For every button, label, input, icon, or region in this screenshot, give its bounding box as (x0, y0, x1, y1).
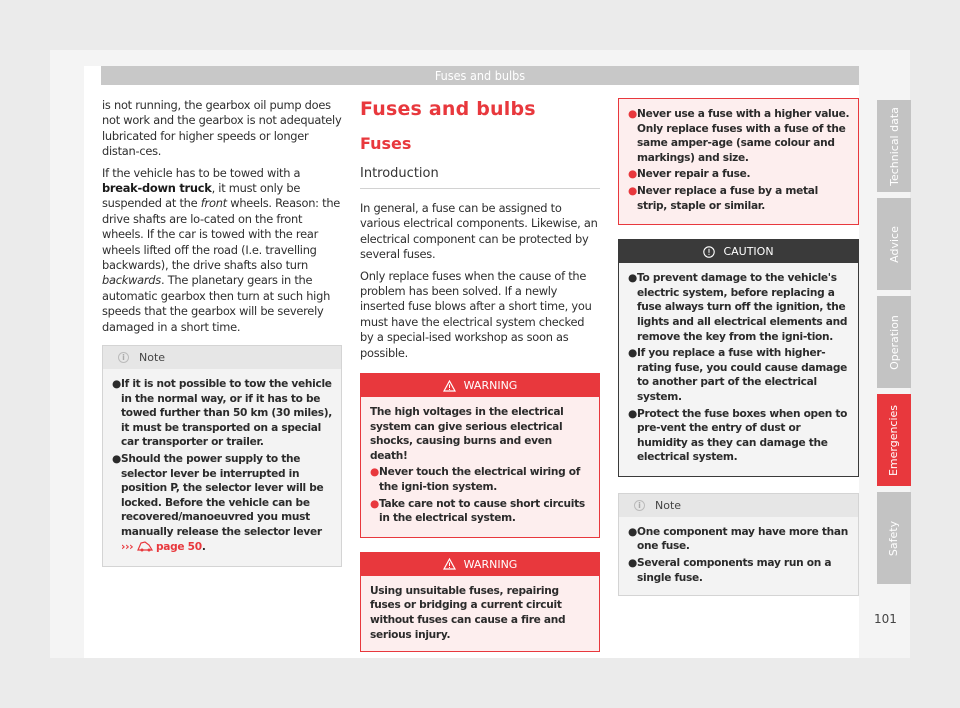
warning-body (361, 576, 599, 651)
paragraph: In general, a fuse can be assigned to various electrical components. Likewise, an electrical component can be protected by several fuses. (360, 201, 598, 262)
warning-label: WARNING (463, 557, 518, 571)
tab-emergencies[interactable]: Emergencies (877, 394, 911, 486)
running-header: Fuses and bulbs (101, 66, 859, 85)
warning-box (360, 552, 600, 652)
warning-box (360, 373, 600, 538)
list-item: ● If it is not possible to tow the vehicle in the normal way, or if it has to be towed further than 50 km (30 miles), it must be transported on a special car transporter or trailer. (112, 378, 332, 449)
body-text (360, 201, 600, 361)
subsection-title: Introduction (360, 166, 600, 189)
list-item: ● If you replace a fuse with higher-rating fuse, you could cause damage to another part of the electrical system. (628, 347, 847, 403)
warning-body (361, 397, 599, 537)
page-number: 101 (874, 612, 897, 626)
column-middle (360, 98, 600, 652)
list-item: ● Never touch the electrical wiring of the igni-tion system. (370, 466, 581, 494)
warning-box-continued (618, 98, 859, 225)
warning-text: Using unsuitable fuses, repairing fuses or bridging a current circuit without fuses can cause a fire and serious injury. (370, 584, 566, 641)
list-item: ● Never repair a fuse. (628, 168, 751, 181)
warning-header (361, 374, 599, 397)
paragraph: If the vehicle has to be towed with a break-down truck, it must only be suspended at the front wheels. Reason: the drive shafts are lo-cated on the front wheels. If the car is towed with the rear wheels lifted off the road (I.e. travelling backwards), the drive shafts also turn backwards. The planetary gears in the automatic gearbox then turn at such high speeds that the gearbox will be severely damaged in a short time. (102, 165, 341, 334)
warning-triangle-icon (443, 380, 456, 392)
note-header (103, 346, 341, 369)
caution-box (618, 239, 859, 477)
exclamation-circle-icon (703, 246, 715, 258)
note-box (618, 493, 859, 596)
column-right (618, 98, 859, 596)
tab-technical-data[interactable]: Technical data (877, 100, 911, 192)
paragraph: is not running, the gearbox oil pump does not work and the gearbox is not adequately lubricated for higher speeds or longer distan-ces. (102, 98, 342, 159)
caution-label: CAUTION (723, 245, 774, 259)
column-left (102, 98, 342, 567)
tab-operation[interactable]: Operation (877, 296, 911, 388)
note-body (103, 369, 341, 566)
list-item: ● Several components may run on a single fuse. (628, 557, 832, 584)
list-item: ● To prevent damage to the vehicle's electric system, before replacing a fuse always turn off the ignition, the lights and all electrical elements and remove the key from the igni-tion. (628, 272, 848, 343)
warning-intro: The high voltages in the electrical system can give serious electrical shocks, causing burns and even death! (370, 406, 564, 462)
paragraph: Only replace fuses when the cause of the problem has been solved. If a newly inserted fuse blows after a short time, you must have the electrical system checked by a special-ised workshop as soon as possible. (360, 268, 592, 360)
caution-body (619, 263, 858, 476)
info-icon: i (118, 352, 129, 363)
note-header (619, 494, 858, 517)
page-link[interactable]: page 50 (155, 540, 202, 553)
warning-triangle-icon (443, 558, 456, 570)
note-box (102, 345, 342, 567)
info-icon: i (634, 500, 645, 511)
list-item: ● Never use a fuse with a higher value. Only replace fuses with a fuse of the same amper-age (same colour and markings) and size. (628, 108, 850, 164)
chapter-title: Fuses and bulbs (360, 98, 536, 120)
page-reference-icon (137, 540, 153, 557)
tab-safety[interactable]: Safety (877, 492, 911, 584)
tab-advice[interactable]: Advice (877, 198, 911, 290)
list-item: ● Take care not to cause short circuits in the electrical system. (370, 497, 585, 525)
note-label: Note (139, 351, 166, 365)
note-label: Note (655, 498, 682, 512)
list-item: ● Protect the fuse boxes when open to pre-vent the entry of dust or humidity as they can damage the electrical system. (628, 407, 848, 464)
body-text (102, 98, 342, 335)
list-item: ● Should the power supply to the selector lever be interrupted in position P, the selector lever will be locked. Before the vehicle can be recovered/manoeuvred you must manually release the selector lever ››› page 50. (112, 452, 333, 556)
note-body (619, 517, 858, 595)
warning-body (619, 99, 858, 224)
list-item: ● Never replace a fuse by a metal strip, staple or similar. (628, 184, 818, 212)
warning-header (361, 553, 599, 576)
list-item: ● One component may have more than one fuse. (628, 525, 848, 553)
warning-label: WARNING (463, 379, 518, 393)
caution-header (619, 240, 858, 263)
section-title: Fuses (360, 134, 412, 153)
